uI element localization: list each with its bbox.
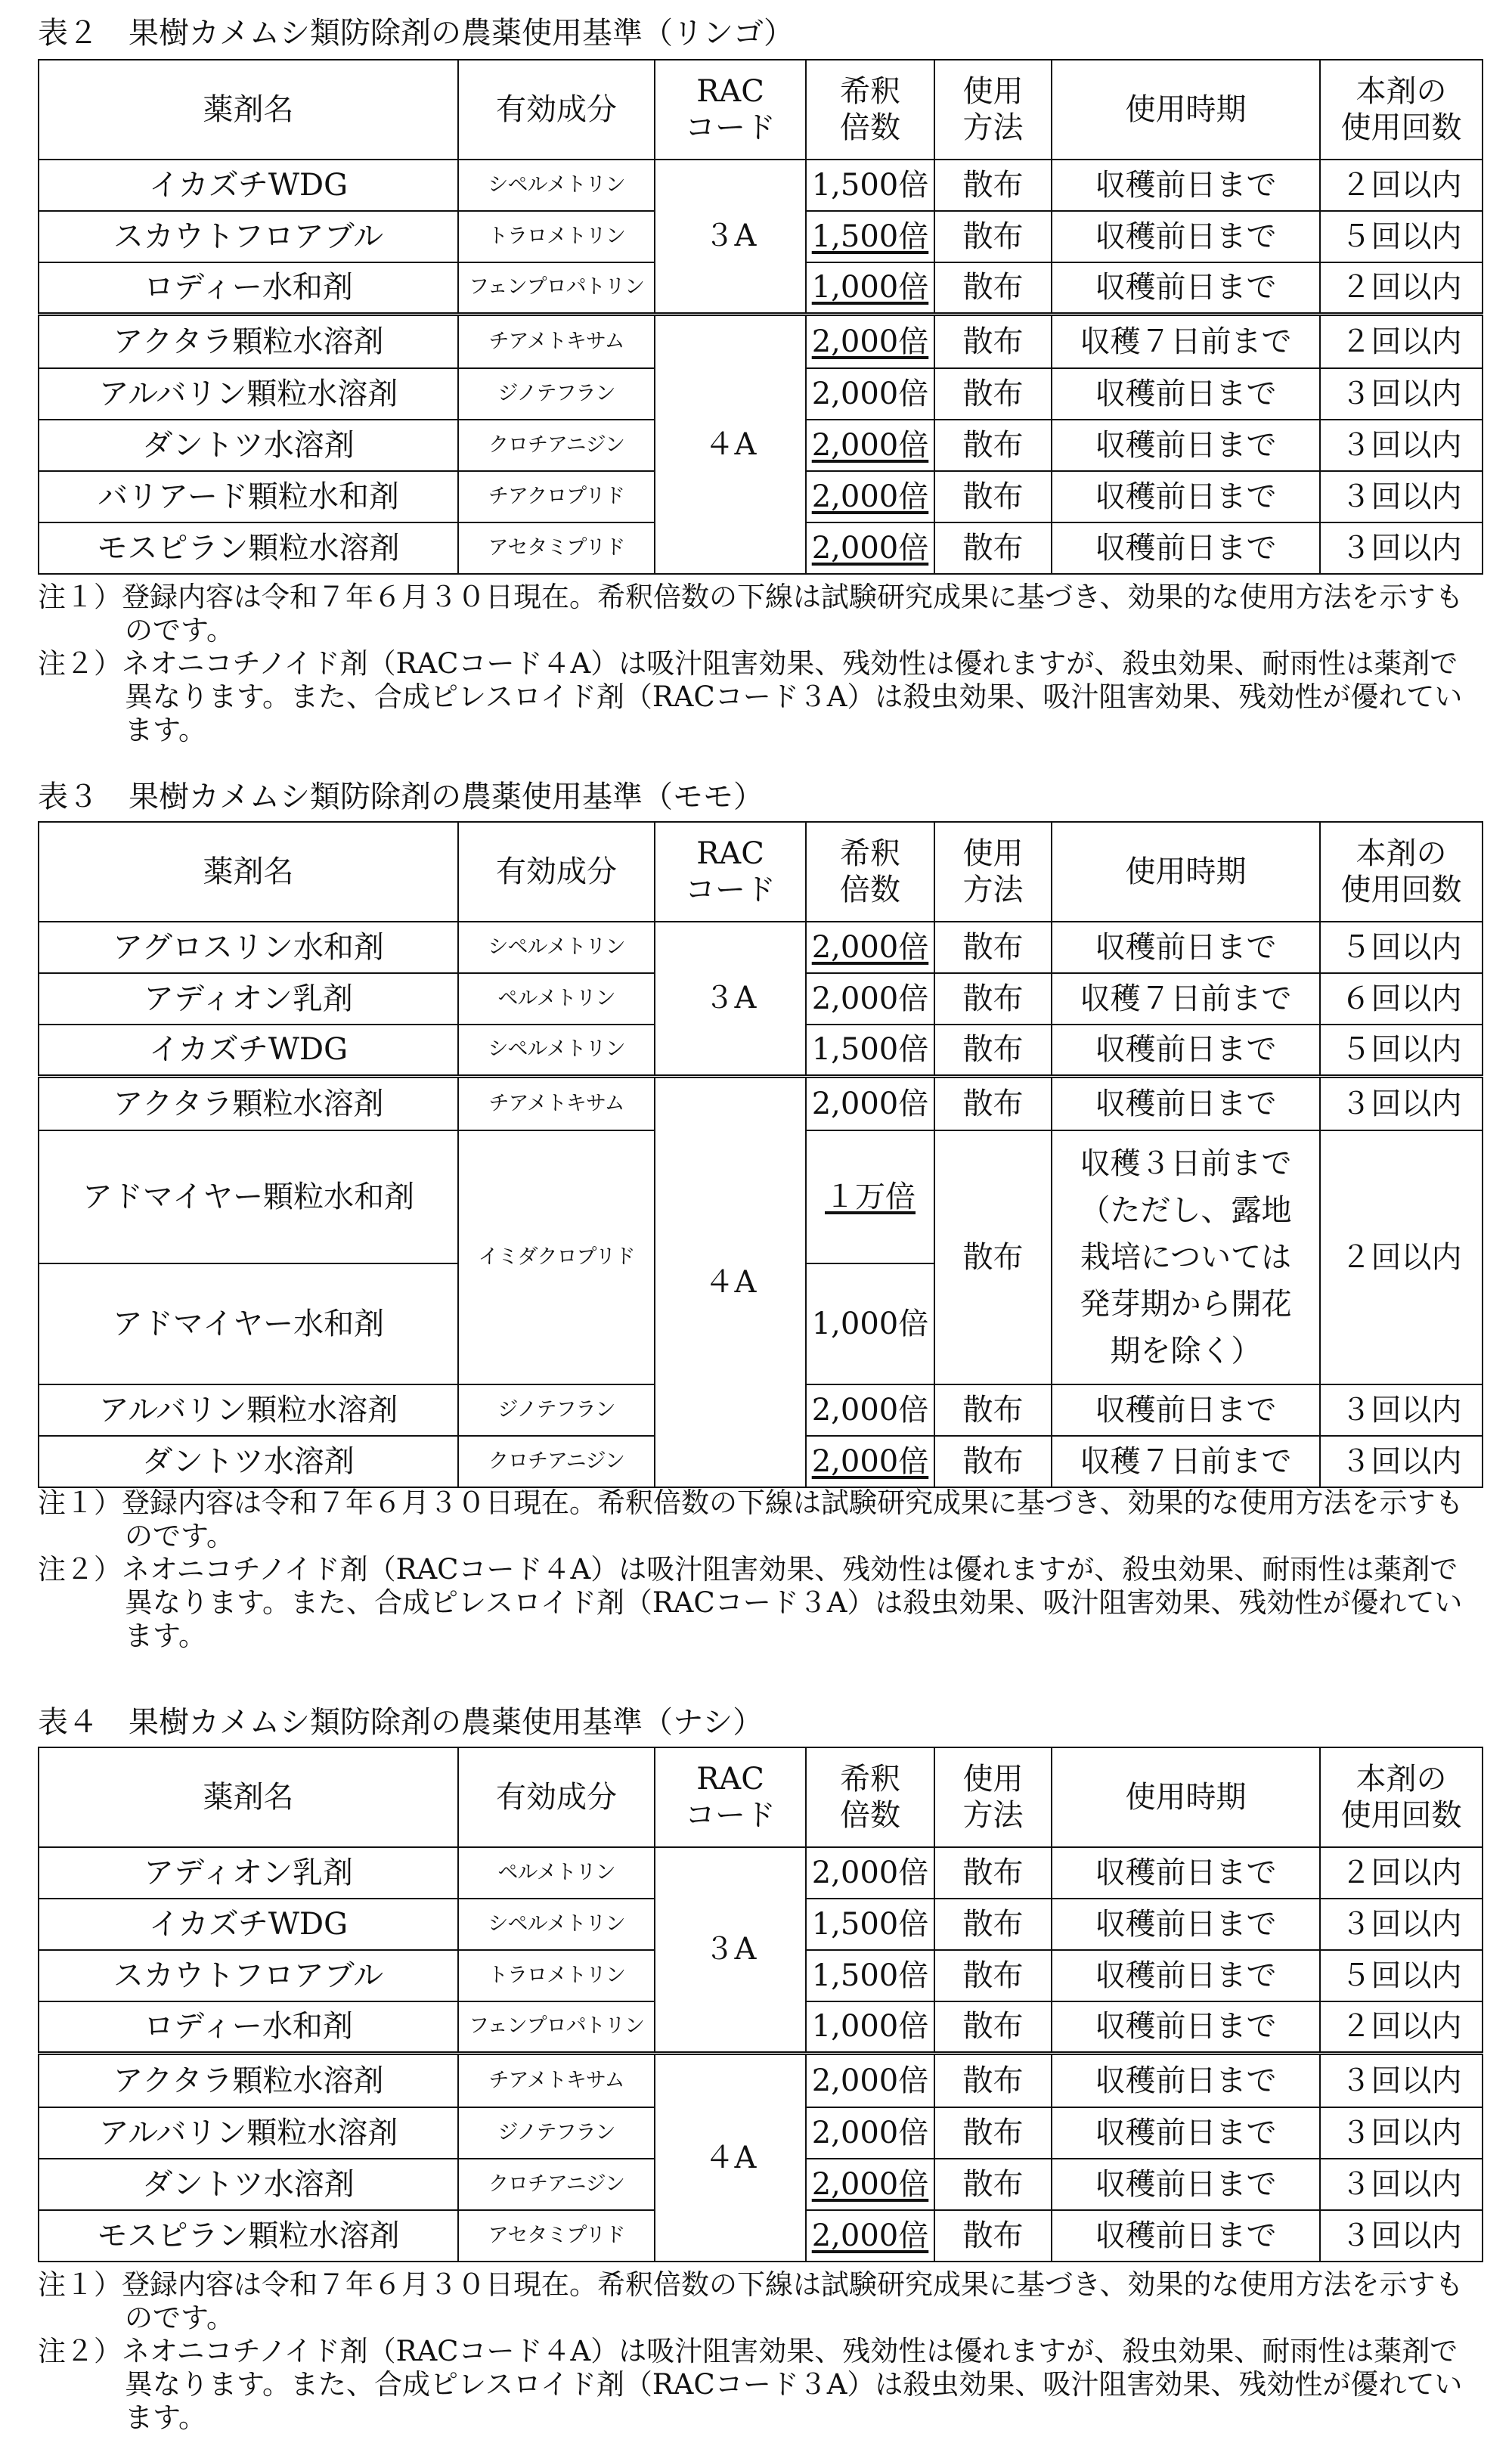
- product-name: アディオン乳剤: [39, 973, 458, 1025]
- table4-notes: [38, 2268, 1482, 2435]
- timing: 収穫前日まで: [1052, 211, 1320, 262]
- use-count: ２回以内: [1320, 1130, 1483, 1384]
- method: 散布: [934, 420, 1052, 471]
- dilution: 2,000倍: [806, 1076, 934, 1130]
- product-name: ダントツ水溶剤: [39, 2159, 458, 2210]
- active-ingredient: ジノテフラン: [458, 1384, 655, 1436]
- header-name: 薬剤名: [39, 1747, 458, 1847]
- header-dilution: 希釈 倍数: [806, 822, 934, 922]
- table3-notes: [38, 1487, 1482, 1653]
- use-count: ５回以内: [1320, 1950, 1483, 2001]
- dilution: 2,000倍: [806, 2053, 934, 2107]
- table2-notes: [38, 581, 1482, 747]
- header-method: 使用 方法: [934, 822, 1052, 922]
- active-ingredient: シペルメトリン: [458, 1025, 655, 1076]
- dilution: 2,000倍: [806, 1436, 934, 1487]
- product-name: アルバリン顆粒水溶剤: [39, 1384, 458, 1436]
- header-ingredient: 有効成分: [458, 1747, 655, 1847]
- active-ingredient: シペルメトリン: [458, 160, 655, 211]
- header-count: 本剤の 使用回数: [1320, 1747, 1483, 1847]
- use-count: ３回以内: [1320, 1899, 1483, 1950]
- dilution: 1,500倍: [806, 1950, 934, 2001]
- use-count: ２回以内: [1320, 1847, 1483, 1899]
- dilution: 2,000倍: [806, 368, 934, 420]
- dilution: 2,000倍: [806, 973, 934, 1025]
- method: 散布: [934, 2053, 1052, 2107]
- timing: 収穫前日まで: [1052, 1025, 1320, 1076]
- method: 散布: [934, 1130, 1052, 1384]
- header-timing: 使用時期: [1052, 60, 1320, 160]
- timing: 収穫前日まで: [1052, 420, 1320, 471]
- table-row: [39, 160, 1483, 211]
- dilution: 1,000倍: [806, 262, 934, 314]
- product-name: アディオン乳剤: [39, 1847, 458, 1899]
- active-ingredient: イミダクロプリド: [458, 1130, 655, 1384]
- dilution: 1,500倍: [806, 1025, 934, 1076]
- timing: 収穫前日まで: [1052, 522, 1320, 574]
- dilution: 2,000倍: [806, 314, 934, 368]
- active-ingredient: チアメトキサム: [458, 1076, 655, 1130]
- table3: [38, 821, 1483, 1488]
- rac-code-3a: ３A: [655, 922, 806, 1076]
- rac-code-4a: ４A: [655, 2053, 806, 2262]
- product-name: スカウトフロアブル: [39, 211, 458, 262]
- product-name: ロディー水和剤: [39, 2001, 458, 2053]
- method: 散布: [934, 2210, 1052, 2262]
- note-1: 注１）登録内容は令和７年６月３０日現在。希釈倍数の下線は試験研究成果に基づき、効果的な使用方法を示すものです。: [38, 2268, 1464, 2334]
- use-count: ２回以内: [1320, 262, 1483, 314]
- product-name: モスピラン顆粒水溶剤: [39, 522, 458, 574]
- table4-caption: 表４ 果樹カメムシ類防除剤の農薬使用基準（ナシ）: [38, 1705, 764, 1740]
- method: 散布: [934, 2001, 1052, 2053]
- timing: 収穫７日前まで: [1052, 973, 1320, 1025]
- active-ingredient: シペルメトリン: [458, 1899, 655, 1950]
- header-method: 使用 方法: [934, 1747, 1052, 1847]
- use-count: ２回以内: [1320, 314, 1483, 368]
- product-name: ダントツ水溶剤: [39, 1436, 458, 1487]
- table-row: [39, 2053, 1483, 2107]
- product-name: スカウトフロアブル: [39, 1950, 458, 2001]
- active-ingredient: クロチアニジン: [458, 1436, 655, 1487]
- product-name: アルバリン顆粒水溶剤: [39, 368, 458, 420]
- use-count: ３回以内: [1320, 471, 1483, 522]
- header-name: 薬剤名: [39, 822, 458, 922]
- header-name: 薬剤名: [39, 60, 458, 160]
- dilution: 1,500倍: [806, 1899, 934, 1950]
- active-ingredient: ジノテフラン: [458, 368, 655, 420]
- use-count: ３回以内: [1320, 420, 1483, 471]
- active-ingredient: クロチアニジン: [458, 420, 655, 471]
- timing: 収穫前日まで: [1052, 1847, 1320, 1899]
- active-ingredient: アセタミプリド: [458, 522, 655, 574]
- timing: 収穫前日まで: [1052, 471, 1320, 522]
- timing: 収穫前日まで: [1052, 1384, 1320, 1436]
- product-name: アクタラ顆粒水溶剤: [39, 2053, 458, 2107]
- timing: 収穫前日まで: [1052, 262, 1320, 314]
- header-method: 使用 方法: [934, 60, 1052, 160]
- use-count: ３回以内: [1320, 2210, 1483, 2262]
- product-name: アクタラ顆粒水溶剤: [39, 314, 458, 368]
- note-1: 注１）登録内容は令和７年６月３０日現在。希釈倍数の下線は試験研究成果に基づき、効果的な使用方法を示すものです。: [38, 1487, 1464, 1552]
- use-count: ３回以内: [1320, 1076, 1483, 1130]
- method: 散布: [934, 211, 1052, 262]
- dilution: 1,500倍: [806, 160, 934, 211]
- timing: 収穫前日まで: [1052, 1950, 1320, 2001]
- dilution: 1,000倍: [806, 2001, 934, 2053]
- header-dilution: 希釈 倍数: [806, 1747, 934, 1847]
- dilution: 2,000倍: [806, 2107, 934, 2159]
- method: 散布: [934, 314, 1052, 368]
- timing: 収穫前日まで: [1052, 1076, 1320, 1130]
- note-2: 注２）ネオニコチノイド剤（RACコード４A）は吸汁阻害効果、残効性は優れますが、殺虫効果、耐雨性は薬剤で異なります。また、合成ピレスロイド剤（RACコード３A）は殺虫効果、吸汁阻害効果、残効性が優れています。: [38, 1553, 1463, 1652]
- use-count: ３回以内: [1320, 2107, 1483, 2159]
- method: 散布: [934, 262, 1052, 314]
- use-count: ５回以内: [1320, 1025, 1483, 1076]
- header-count: 本剤の 使用回数: [1320, 822, 1483, 922]
- rac-code-4a: ４A: [655, 1076, 806, 1487]
- header-count: 本剤の 使用回数: [1320, 60, 1483, 160]
- use-count: ６回以内: [1320, 973, 1483, 1025]
- dilution: 1,000倍: [806, 1263, 934, 1384]
- method: 散布: [934, 1847, 1052, 1899]
- product-name: ダントツ水溶剤: [39, 420, 458, 471]
- timing: 収穫前日まで: [1052, 1899, 1320, 1950]
- rac-code-3a: ３A: [655, 1847, 806, 2053]
- use-count: ３回以内: [1320, 2159, 1483, 2210]
- header-timing: 使用時期: [1052, 822, 1320, 922]
- active-ingredient: フェンプロパトリン: [458, 2001, 655, 2053]
- note-1: 注１）登録内容は令和７年６月３０日現在。希釈倍数の下線は試験研究成果に基づき、効果的な使用方法を示すものです。: [38, 581, 1464, 646]
- table2: [38, 59, 1483, 575]
- active-ingredient: ペルメトリン: [458, 1847, 655, 1899]
- active-ingredient: シペルメトリン: [458, 922, 655, 973]
- timing: 収穫前日まで: [1052, 368, 1320, 420]
- dilution: １万倍: [806, 1130, 934, 1263]
- active-ingredient: トラロメトリン: [458, 1950, 655, 2001]
- product-name: バリアード顆粒水和剤: [39, 471, 458, 522]
- note-2: 注２）ネオニコチノイド剤（RACコード４A）は吸汁阻害効果、残効性は優れますが、殺虫効果、耐雨性は薬剤で異なります。また、合成ピレスロイド剤（RACコード３A）は殺虫効果、吸汁阻害効果、残効性が優れています。: [38, 647, 1463, 746]
- dilution: 1,500倍: [806, 211, 934, 262]
- product-name: モスピラン顆粒水溶剤: [39, 2210, 458, 2262]
- method: 散布: [934, 1076, 1052, 1130]
- table-row: [39, 922, 1483, 973]
- use-count: ３回以内: [1320, 522, 1483, 574]
- rac-code-3a: ３A: [655, 160, 806, 314]
- use-count: ２回以内: [1320, 2001, 1483, 2053]
- method: 散布: [934, 160, 1052, 211]
- use-count: ５回以内: [1320, 211, 1483, 262]
- active-ingredient: トラロメトリン: [458, 211, 655, 262]
- dilution: 2,000倍: [806, 522, 934, 574]
- table-row: [39, 314, 1483, 368]
- table4: [38, 1747, 1483, 2262]
- header-rac: RAC コード: [655, 1747, 806, 1847]
- use-count: ３回以内: [1320, 1384, 1483, 1436]
- table-row: [39, 1076, 1483, 1130]
- product-name: イカズチWDG: [39, 160, 458, 211]
- active-ingredient: ペルメトリン: [458, 973, 655, 1025]
- product-name: イカズチWDG: [39, 1025, 458, 1076]
- header-rac: RAC コード: [655, 822, 806, 922]
- dilution: 2,000倍: [806, 1384, 934, 1436]
- method: 散布: [934, 922, 1052, 973]
- timing: 収穫７日前まで: [1052, 314, 1320, 368]
- header-timing: 使用時期: [1052, 1747, 1320, 1847]
- dilution: 2,000倍: [806, 471, 934, 522]
- timing: 収穫前日まで: [1052, 2001, 1320, 2053]
- method: 散布: [934, 2107, 1052, 2159]
- active-ingredient: アセタミプリド: [458, 2210, 655, 2262]
- method: 散布: [934, 471, 1052, 522]
- timing: 収穫前日まで: [1052, 2053, 1320, 2107]
- use-count: ５回以内: [1320, 922, 1483, 973]
- method: 散布: [934, 1384, 1052, 1436]
- dilution: 2,000倍: [806, 922, 934, 973]
- product-name: アドマイヤー顆粒水和剤: [39, 1130, 458, 1263]
- use-count: ３回以内: [1320, 1436, 1483, 1487]
- header-ingredient: 有効成分: [458, 822, 655, 922]
- dilution: 2,000倍: [806, 1847, 934, 1899]
- active-ingredient: フェンプロパトリン: [458, 262, 655, 314]
- active-ingredient: チアクロプリド: [458, 471, 655, 522]
- table-header-row: [39, 60, 1483, 160]
- method: 散布: [934, 522, 1052, 574]
- product-name: アルバリン顆粒水溶剤: [39, 2107, 458, 2159]
- use-count: ３回以内: [1320, 368, 1483, 420]
- dilution: 2,000倍: [806, 2210, 934, 2262]
- method: 散布: [934, 1025, 1052, 1076]
- header-ingredient: 有効成分: [458, 60, 655, 160]
- table-row: [39, 1847, 1483, 1899]
- product-name: アドマイヤー水和剤: [39, 1263, 458, 1384]
- method: 散布: [934, 1436, 1052, 1487]
- timing: 収穫前日まで: [1052, 160, 1320, 211]
- timing: 収穫７日前まで: [1052, 1436, 1320, 1487]
- use-count: ３回以内: [1320, 2053, 1483, 2107]
- table3-caption: 表３ 果樹カメムシ類防除剤の農薬使用基準（モモ）: [38, 780, 764, 814]
- dilution: 2,000倍: [806, 420, 934, 471]
- active-ingredient: クロチアニジン: [458, 2159, 655, 2210]
- table2-caption: 表２ 果樹カメムシ類防除剤の農薬使用基準（リンゴ）: [38, 16, 794, 51]
- timing: 収穫前日まで: [1052, 2210, 1320, 2262]
- method: 散布: [934, 1899, 1052, 1950]
- header-rac: RAC コード: [655, 60, 806, 160]
- timing: 収穫３日前まで（ただし、露地栽培については発芽期から開花期を除く）: [1052, 1130, 1320, 1384]
- timing: 収穫前日まで: [1052, 2107, 1320, 2159]
- header-dilution: 希釈 倍数: [806, 60, 934, 160]
- active-ingredient: チアメトキサム: [458, 314, 655, 368]
- timing: 収穫前日まで: [1052, 922, 1320, 973]
- active-ingredient: チアメトキサム: [458, 2053, 655, 2107]
- timing: 収穫前日まで: [1052, 2159, 1320, 2210]
- method: 散布: [934, 1950, 1052, 2001]
- product-name: アクタラ顆粒水溶剤: [39, 1076, 458, 1130]
- product-name: ロディー水和剤: [39, 262, 458, 314]
- use-count: ２回以内: [1320, 160, 1483, 211]
- rac-code-4a: ４A: [655, 314, 806, 574]
- table-header-row: [39, 822, 1483, 922]
- note-2: 注２）ネオニコチノイド剤（RACコード４A）は吸汁阻害効果、残効性は優れますが、殺虫効果、耐雨性は薬剤で異なります。また、合成ピレスロイド剤（RACコード３A）は殺虫効果、吸汁阻害効果、残効性が優れています。: [38, 2335, 1463, 2434]
- dilution: 2,000倍: [806, 2159, 934, 2210]
- product-name: イカズチWDG: [39, 1899, 458, 1950]
- method: 散布: [934, 973, 1052, 1025]
- product-name: アグロスリン水和剤: [39, 922, 458, 973]
- method: 散布: [934, 368, 1052, 420]
- table-header-row: [39, 1747, 1483, 1847]
- active-ingredient: ジノテフラン: [458, 2107, 655, 2159]
- method: 散布: [934, 2159, 1052, 2210]
